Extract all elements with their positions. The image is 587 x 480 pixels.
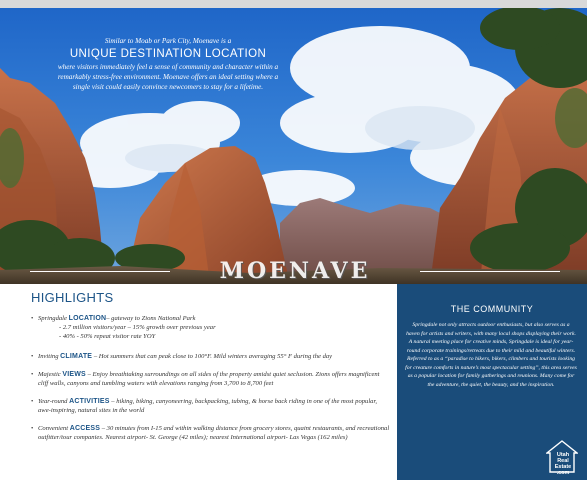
- highlight-climate: [31, 352, 391, 361]
- highlight-climate-text: – Hot summers that can peak close to 100°F. Mild winters averaging 55° F during the day: [92, 353, 333, 360]
- logo-line-3: Estate: [554, 464, 572, 470]
- highlight-climate-pre: Inviting: [38, 353, 61, 360]
- highlight-location-key: LOCATION: [68, 315, 107, 322]
- banner-line-left: [30, 271, 170, 272]
- intro-pretitle: Similar to Moab or Park City, Moenave is a: [104, 37, 232, 45]
- bullet-icon: •: [31, 425, 34, 432]
- highlight-access-pre: Convenient: [38, 425, 70, 432]
- intro-title: UNIQUE DESTINATION LOCATION: [69, 48, 267, 60]
- highlights-heading: HIGHLIGHTS: [31, 290, 114, 305]
- logo-line-2: Real: [557, 458, 569, 464]
- highlight-activities-text: – hiking, biking, canyoneering, backpacking, tubing, & horse back riding in one of the most popular, awe-inspiring, natural sites in the world: [38, 398, 377, 414]
- hero-image: [0, 8, 587, 284]
- highlight-location-pre: Springdale: [38, 315, 69, 322]
- logo-line-1: Utah: [556, 452, 570, 458]
- highlight-climate-key: CLIMATE: [60, 353, 93, 360]
- logo-wordmark: [550, 452, 576, 476]
- highlight-views: [31, 370, 391, 388]
- banner-line-right: [420, 271, 560, 272]
- bullet-icon: •: [31, 315, 34, 322]
- intro-body: where visitors immediately feel a sense of community and character within a remarkably stress-free environment. Moenave offers an ideal setting where a single visit could easily convince newcomers to stay for a lifetime.: [57, 63, 279, 91]
- intro-text-block: [52, 36, 284, 92]
- highlight-location-sub-2: - 40% - 50% repeat visitor rate YOY: [59, 333, 156, 340]
- highlight-location-text: – gateway to Zions National Park: [106, 315, 196, 322]
- highlight-views-pre: Majestic: [38, 371, 63, 378]
- banner-title: MOENAVE: [219, 258, 371, 284]
- logo-line-4: .com: [556, 470, 570, 476]
- bullet-icon: •: [31, 398, 34, 405]
- highlight-views-text: – Enjoy breathtaking surroundings on all sides of the property amidst quiet seclusion. Zions offers magnificent cliff walls, canyons and tumbling waters with elevations ranging from 3,700 to 8,700 feet: [38, 371, 380, 387]
- highlight-location: [31, 314, 391, 341]
- top-strip: [0, 0, 587, 8]
- bullet-icon: •: [31, 371, 34, 378]
- highlight-views-key: VIEWS: [62, 371, 86, 378]
- bullet-icon: •: [31, 353, 34, 360]
- highlight-activities-key: ACTIVITIES: [69, 398, 110, 405]
- highlight-access: [31, 424, 391, 442]
- highlight-access-key: ACCESS: [69, 425, 101, 432]
- highlights-panel: [0, 284, 397, 480]
- highlight-location-sub-1: - 2.7 million visitors/year – 15% growth over previous year: [59, 324, 216, 331]
- community-body: Springdale not only attracts outdoor enthusiasts, but also serves as a haven for artists and writers, with many local shops displaying their work. A natural meeting place for creative minds, Springdale is ideal for year-round corporate trainings/retreats due to their mild and beautiful winters. Referred to as a “paradise to hikers, bikers, climbers and tourists looking for creature comforts in nature’s most spectacular setting”, this area serves as a popular location for family gatherings and reunions. Many come for the adventure, the quiet, the beauty, and the inspiration.: [405, 322, 577, 388]
- community-heading: THE COMMUNITY: [450, 304, 534, 314]
- highlight-activities: [31, 397, 391, 415]
- highlight-access-text: – 30 minutes from I-15 and within walking distance from grocery stores, quaint restaurants, and recreational outfitter/tour companies. Nearest airport- St. George (42 miles); nearest International airport- Las Vegas (162 miles): [38, 425, 390, 441]
- highlight-activities-pre: Year-round: [38, 398, 70, 405]
